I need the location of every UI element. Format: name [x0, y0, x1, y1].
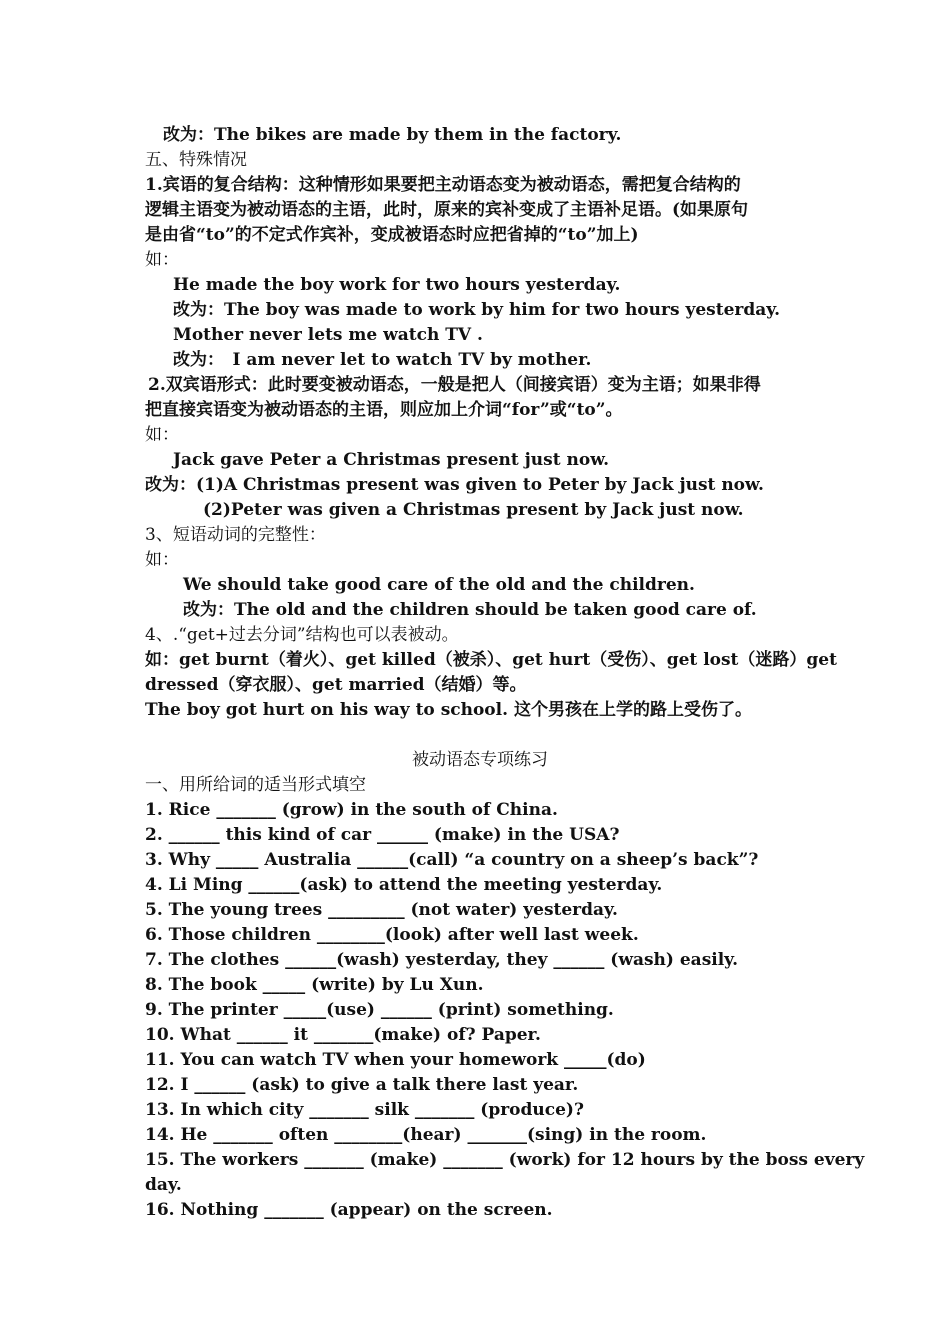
rule-3-heading: 3、短语动词的完整性： [145, 525, 326, 545]
example-sentence: We should take good care of the old and the children. [183, 575, 695, 595]
example-sentence: Jack gave Peter a Christmas present just now. [173, 450, 610, 470]
example-label: 如： [145, 550, 179, 570]
document-page [145, 123, 865, 1223]
exercise-item: 7. The clothes ______(wash) yesterday, they ______ (wash) easily. [145, 950, 739, 970]
exercise-item: 3. Why _____ Australia ______(call) “a country on a sheep’s back”? [145, 850, 759, 870]
exercise-item: 2. ______ this kind of car ______ (make) in the USA? [145, 825, 620, 845]
exercise-item: 11. You can watch TV when your homework _____(do) [145, 1050, 646, 1070]
example-rewrite: 改为：The boy was made to work by him for two hours yesterday. [173, 300, 781, 320]
rule-2-line-2: 把直接宾语变为被动语态的主语，则应加上介词“for”或“to”。 [145, 400, 623, 420]
rule-1-line-1: 1.宾语的复合结构：这种情形如果要把主动语态变为被动语态，需把复合结构的 [145, 175, 741, 195]
example-rewrite-line: 改为：The bikes are made by them in the factory. [163, 125, 622, 145]
exercise-item: 1. Rice _______ (grow) in the south of China. [145, 800, 558, 820]
exercise-item-continuation: day. [145, 1175, 182, 1195]
exercise-item: 8. The book _____ (write) by Lu Xun. [145, 975, 484, 995]
rule-4-examples-line-2: dressed（穿衣服）、get married（结婚）等。 [145, 675, 527, 695]
example-sentence: He made the boy work for two hours yesterday. [173, 275, 621, 295]
exercise-item: 5. The young trees _________ (not water) yesterday. [145, 900, 618, 920]
exercise-title: 被动语态专项练习 [412, 750, 548, 770]
rule-4-examples-line-1: 如：get burnt（着火）、get killed（被杀）、get hurt（受伤）、get lost（迷路）get [145, 650, 837, 670]
rule-2-line-1: 2.双宾语形式：此时要变被动语态，一般是把人（间接宾语）变为主语；如果非得 [148, 375, 761, 395]
example-sentence: Mother never lets me watch TV . [173, 325, 483, 345]
section-heading-special-cases: 五、特殊情况 [145, 150, 247, 170]
example-rewrite-2: (2)Peter was given a Christmas present by Jack just now. [203, 500, 744, 520]
exercise-item: 14. He _______ often ________(hear) _______(sing) in the room. [145, 1125, 707, 1145]
example-label: 如： [145, 425, 179, 445]
exercise-item: 15. The workers _______ (make) _______ (work) for 12 hours by the boss every [145, 1150, 865, 1170]
exercise-item: 9. The printer _____(use) ______ (print) something. [145, 1000, 614, 1020]
rule-1-line-2: 逻辑主语变为被动语态的主语，此时，原来的宾补变成了主语补足语。(如果原句 [145, 200, 749, 220]
example-rewrite: 改为：The old and the children should be taken good care of. [183, 600, 757, 620]
exercise-item: 12. I ______ (ask) to give a talk there last year. [145, 1075, 579, 1095]
exercise-item: 6. Those children ________(look) after well last week. [145, 925, 639, 945]
example-rewrite: 改为： I am never let to watch TV by mother. [173, 350, 592, 370]
exercise-item: 4. Li Ming ______(ask) to attend the meeting yesterday. [145, 875, 663, 895]
exercise-item: 16. Nothing _______ (appear) on the screen. [145, 1200, 553, 1220]
spacer [145, 723, 815, 748]
exercise-section-heading: 一、用所给词的适当形式填空 [145, 775, 366, 795]
rule-4-example-sentence: The boy got hurt on his way to school. 这个男孩在上学的路上受伤了。 [145, 700, 752, 720]
rule-4-heading: 4、.“get+过去分词”结构也可以表被动。 [145, 625, 459, 645]
exercise-item: 10. What ______ it _______(make) of? Paper. [145, 1025, 541, 1045]
rule-1-line-3: 是由省“to”的不定式作宾补，变成被语态时应把省掉的“to”加上) [145, 225, 639, 245]
example-rewrite-1: 改为：(1)A Christmas present was given to Peter by Jack just now. [145, 475, 764, 495]
example-label: 如： [145, 250, 179, 270]
exercise-item: 13. In which city _______ silk _______ (produce)? [145, 1100, 584, 1120]
